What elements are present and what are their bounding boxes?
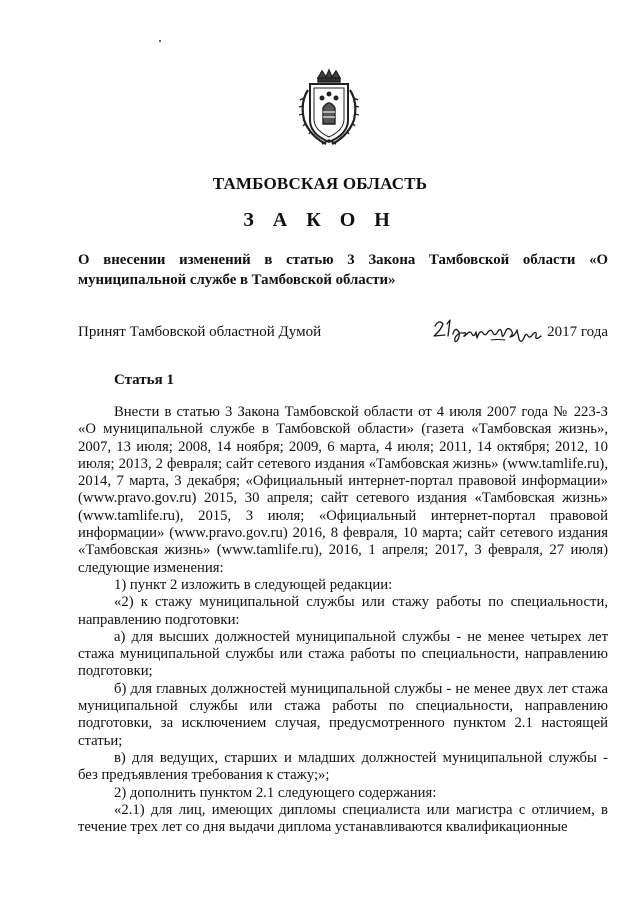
scan-speck: [159, 40, 161, 42]
adopted-by: Принят Тамбовской областной Думой: [78, 324, 322, 340]
paragraph-item-2: «2) к стажу муниципальной службы или стажу работы по специальности, направлению подготовки:: [78, 594, 608, 628]
handwritten-date-signature: [431, 312, 546, 346]
paragraph-item-add: 2) дополнить пунктом 2.1 следующего содержания:: [114, 784, 437, 801]
coat-of-arms-icon: [296, 68, 362, 148]
paragraph-item-2-1: «2.1) для лиц, имеющих дипломы специалиста или магистра с отличием, в течение трех лет со дня выдачи диплома устанавливаются квалификационные: [78, 801, 608, 836]
adoption-year: 2017 года: [547, 324, 608, 340]
law-subject: О внесении изменений в статью 3 Закона Тамбовской области «О муниципальной службе в Тамбовской области»: [78, 252, 608, 288]
paragraph-item-v: в) для ведущих, старших и младших должностей муниципальной службы - без предъявления требования к стажу;»;: [78, 749, 608, 784]
paragraph-item-1: 1) пункт 2 изложить в следующей редакции:: [114, 576, 393, 593]
paragraph-item-b: б) для главных должностей муниципальной службы - не менее двух лет стажа муниципальной службы или стажа работы по специальности, направлению подготовки, за исключением случая, предусмотренного пунктом 2.1 настоящей статьи;: [78, 680, 608, 749]
law-heading: З А К О Н: [243, 209, 397, 231]
adoption-line: [78, 318, 608, 348]
paragraph-intro: Внести в статью 3 Закона Тамбовской области от 4 июля 2007 года № 223-З «О муниципальной службе в Тамбовской области» (газета «Тамбовская жизнь», 2007, 13 июля; 2008, 14 ноября; 2009, 6 марта, 4 июля; 2011, 14 октября; 2012, 10 июля; 2013, 2 февраля; сайт сетевого издания «Тамбовская жизнь» (www.tamlife.ru), 2014, 7 марта, 3 декабря; «Официальный интернет-портал правовой информации» (www.pravo.gov.ru) 2015, 30 апреля; сайт сетевого издания «Тамбовская жизнь» (www.tamlife.ru), 2015, 3 июля; «Официальный интернет-портал правовой информации» (www.pravo.gov.ru) 2016, 8 февраля, 10 марта; сайт сетевого издания «Тамбовская жизнь» (www.tamlife.ru), 2016, 1 апреля; 2017, 3 февраля, 27 июля) следующие изменения:: [78, 404, 608, 576]
article-title: Статья 1: [114, 372, 174, 388]
paragraph-item-a: а) для высших должностей муниципальной службы - не менее четырех лет стажа муниципальной службы или стажа работы по специальности, направлению подготовки;: [78, 628, 608, 680]
article-body: [78, 404, 608, 836]
region-title: ТАМБОВСКАЯ ОБЛАСТЬ: [212, 174, 428, 193]
